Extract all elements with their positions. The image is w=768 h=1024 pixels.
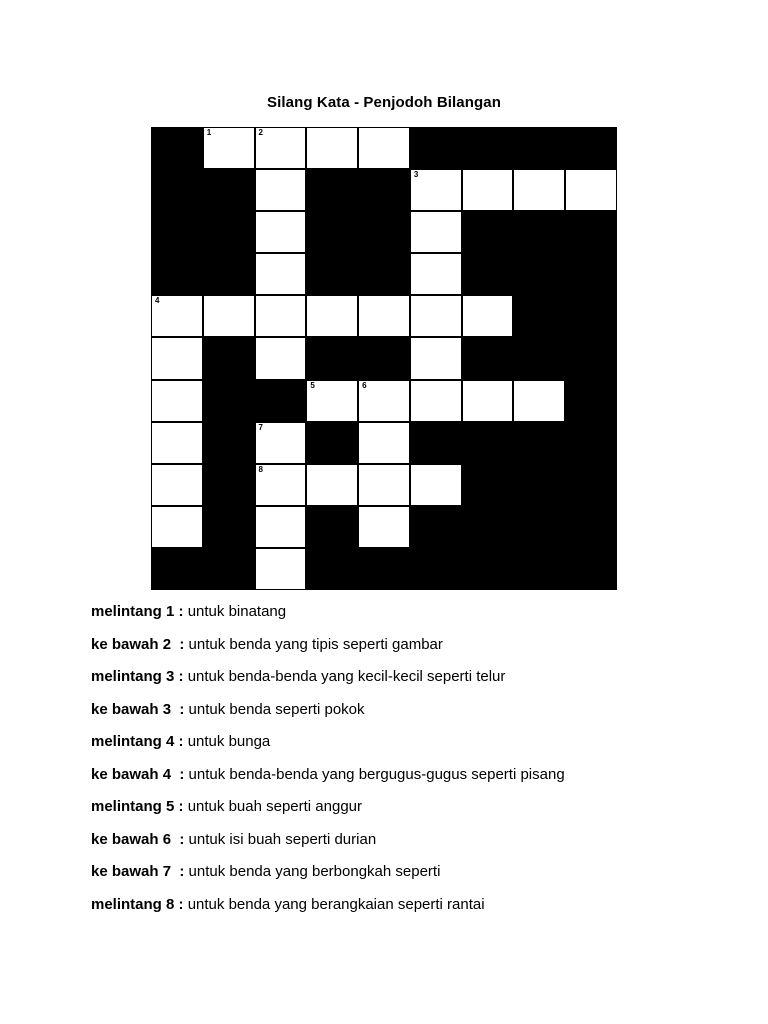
clue-label: ke bawah 6: [91, 830, 172, 848]
crossword-grid: [151, 127, 617, 590]
clue-separator: :: [171, 700, 189, 718]
grid-cell[interactable]: [306, 380, 358, 422]
clue-label: ke bawah 7: [91, 863, 172, 880]
clue-number: 4: [155, 296, 160, 306]
clue-text: untuk binatang: [187, 603, 287, 620]
clue-item: [91, 731, 731, 764]
clue-text: untuk benda yang tipis seperti gambar: [188, 635, 443, 653]
clue-item: [91, 601, 731, 634]
clue-label: melintang 3: [91, 668, 175, 685]
clue-item: [91, 666, 731, 699]
grid-cell[interactable]: [255, 337, 307, 379]
grid-cell[interactable]: [255, 548, 307, 590]
grid-cell[interactable]: [255, 127, 307, 169]
clue-separator: :: [174, 733, 188, 750]
grid-cell[interactable]: [151, 295, 203, 337]
grid-cell[interactable]: [358, 127, 410, 169]
clue-separator: :: [171, 635, 189, 653]
grid-cell[interactable]: [410, 380, 462, 422]
clue-separator: :: [174, 668, 188, 685]
grid-cell[interactable]: [203, 295, 255, 337]
grid-cell[interactable]: [151, 380, 203, 422]
grid-cell[interactable]: [255, 422, 307, 464]
grid-cell[interactable]: [151, 422, 203, 464]
grid-cell[interactable]: [358, 464, 410, 506]
grid-cell[interactable]: [358, 422, 410, 464]
clue-separator: :: [171, 765, 189, 783]
clue-item: [91, 796, 731, 829]
clue-separator: :: [174, 895, 188, 913]
clue-list: [91, 601, 731, 926]
grid-cell[interactable]: [410, 464, 462, 506]
grid-cell[interactable]: [255, 211, 307, 253]
grid-cell[interactable]: [151, 464, 203, 506]
clue-label: ke bawah 2: [91, 635, 172, 653]
grid-cell[interactable]: [410, 169, 462, 211]
clue-label: melintang 5: [91, 798, 175, 815]
grid-cell[interactable]: [462, 380, 514, 422]
clue-number: 3: [413, 170, 419, 180]
grid-cell[interactable]: [565, 169, 617, 211]
clue-label: melintang 4: [91, 733, 175, 750]
grid-cell[interactable]: [255, 506, 307, 548]
clue-text: untuk benda yang berbongkah seperti: [188, 863, 441, 880]
clue-label: melintang 1: [91, 603, 175, 620]
clue-separator: :: [171, 863, 189, 880]
grid-cell[interactable]: [255, 169, 307, 211]
grid-cell[interactable]: [410, 253, 462, 295]
clue-text: untuk benda seperti pokok: [188, 700, 365, 718]
clue-number: 2: [258, 128, 263, 137]
clue-text: untuk isi buah seperti durian: [188, 830, 377, 848]
grid-cell[interactable]: [306, 295, 358, 337]
clue-text: untuk benda yang berangkaian seperti rantai: [187, 895, 485, 913]
page-title: Silang Kata - Penjodoh Bilangan: [267, 94, 501, 111]
grid-cell[interactable]: [410, 295, 462, 337]
clue-text: untuk benda-benda yang bergugus-gugus seperti pisang: [188, 765, 565, 783]
clue-number: 8: [258, 464, 263, 474]
grid-cell[interactable]: [410, 211, 462, 253]
clue-item: [91, 829, 731, 862]
clue-separator: :: [174, 798, 188, 815]
grid-cell[interactable]: [255, 253, 307, 295]
clue-text: untuk benda-benda yang kecil-kecil seperti telur: [187, 668, 506, 685]
clue-item: [91, 894, 731, 927]
grid-cell[interactable]: [151, 337, 203, 379]
grid-cell[interactable]: [358, 380, 410, 422]
grid-cell[interactable]: [255, 295, 307, 337]
grid-cell[interactable]: [513, 380, 565, 422]
grid-cell[interactable]: [462, 295, 514, 337]
clue-item: [91, 861, 731, 894]
clue-number: 7: [258, 422, 263, 432]
clue-text: untuk buah seperti anggur: [187, 798, 362, 815]
clue-separator: :: [171, 830, 189, 848]
clue-label: melintang 8: [91, 895, 175, 913]
clue-number: 1: [206, 128, 212, 137]
clue-label: ke bawah 3: [91, 700, 172, 718]
clue-label: ke bawah 4: [91, 765, 172, 783]
clue-item: [91, 699, 731, 732]
clue-separator: :: [174, 603, 188, 620]
grid-cell[interactable]: [306, 464, 358, 506]
grid-cell[interactable]: [462, 169, 514, 211]
clue-item: [91, 764, 731, 797]
clue-number: 6: [362, 380, 367, 390]
grid-cell[interactable]: [513, 169, 565, 211]
grid-cell[interactable]: [358, 506, 410, 548]
grid-cell[interactable]: [151, 506, 203, 548]
clue-text: untuk bunga: [187, 733, 271, 750]
grid-cell[interactable]: [203, 127, 255, 169]
grid-cell[interactable]: [358, 295, 410, 337]
grid-cell[interactable]: [306, 127, 358, 169]
clue-number: 5: [310, 380, 315, 390]
grid-cell[interactable]: [255, 464, 307, 506]
grid-cell[interactable]: [410, 337, 462, 379]
clue-item: [91, 634, 731, 667]
